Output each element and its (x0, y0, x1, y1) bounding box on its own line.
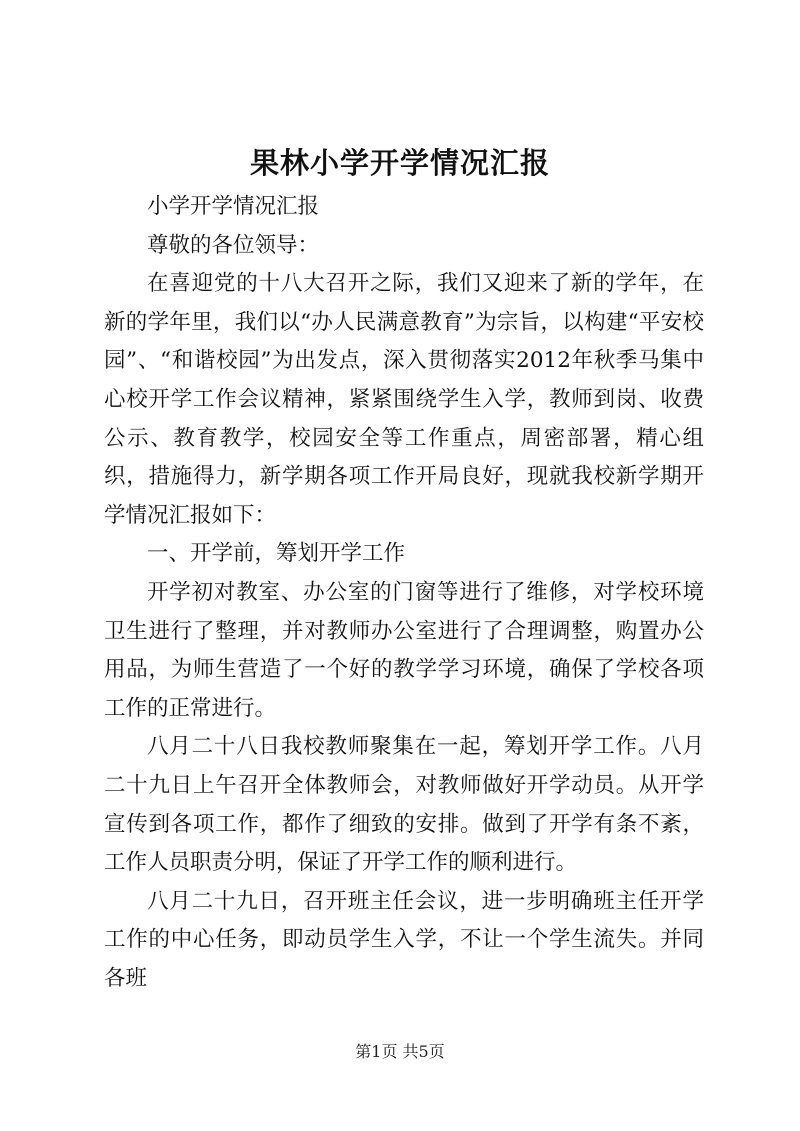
section-heading: 一、开学前，筹划开学工作 (147, 541, 406, 567)
body-paragraph: 开学初对教室、办公室的门窗等进行了维修，对学校环境卫生进行了整理，并对教师办公室进行了合理调整，购置办公用品，为师生营造了一个好的教学学习环境，确保了学校各项工作的正常进行。 (104, 579, 704, 721)
subtitle-paragraph: 小学开学情况汇报 (147, 194, 320, 219)
body-paragraph: 八月二十九日，召开班主任会议，进一步明确班主任开学工作的中心任务，即动员学生入学，不让一个学生流失。并同各班 (104, 888, 704, 991)
salutation-paragraph: 尊敬的各位领导： (147, 232, 320, 258)
body-paragraph: 八月二十八日我校教师聚集在一起，筹划开学工作。八月二十九日上午召开全体教师会，对教师做好开学动员。从开学宣传到各项工作，都作了细致的安排。做到了开学有条不紊，工作人员职责分明，保证了开学工作的顺利进行。 (104, 734, 704, 876)
document-body (104, 188, 704, 998)
intro-paragraph: 在喜迎党的十八大召开之际，我们又迎来了新的学年，在新的学年里，我们以“办人民满意教育”为宗旨，以构建“平安校园”、“和谐校园”为出发点，深入贯彻落实2012年秋季马集中心校开学工作会议精神，紧紧围绕学生入学，教师到岗、收费公示、教育教学，校园安全等工作重点，周密部署，精心组织，措施得力，新学期各项工作开局良好，现就我校新学期开学情况汇报如下： (104, 271, 704, 528)
document-title: 果林小学开学情况汇报 (249, 146, 550, 180)
page-footer: 第1页 共5页 (355, 1042, 445, 1061)
